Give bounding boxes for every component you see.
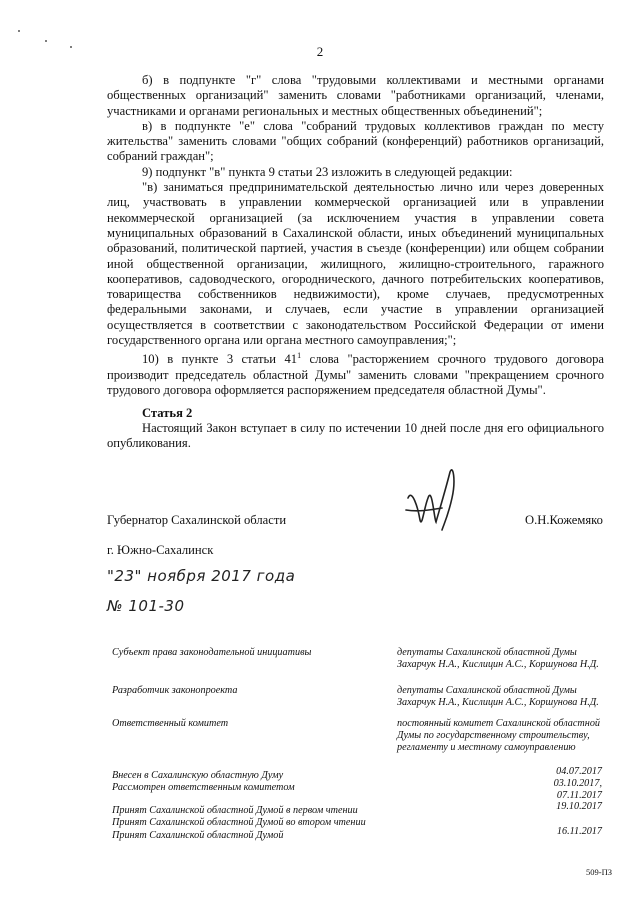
stage-date-adopted: 16.11.2017 <box>556 826 602 837</box>
registry-value-committee: постоянный комитет Сахалинской областной Думы по государственному строительству, регламенту и местному самоуправлению <box>397 718 601 753</box>
scan-speck <box>45 40 47 42</box>
article-2-title: Статья 2 <box>142 406 193 420</box>
stage-label-submitted: Внесен в Сахалинскую областную Думу <box>112 770 284 781</box>
stage-label-committee: Рассмотрен ответственным комитетом <box>112 782 295 793</box>
registry-label-initiative: Субъект права законодательной инициативы <box>112 647 312 658</box>
amendments-text <box>107 73 604 398</box>
handwritten-date: "23" ноября 2017 года <box>107 567 296 585</box>
document-code: 509-ПЗ <box>586 867 612 877</box>
paragraph-quote-v: "в) заниматься предпринимательской деятельностью лично или через доверенных лиц, участвовать в управлении коммерческой организацией или в управлении некоммерческой организацией (за исключением участия в управлении совета муниципальных образований в Сахалинской области, иных объединений муниципальных образований, политической партией, участия в съезде (конференции) или общем собрании иной общественной организации, жилищного, жилищно-строительного, гаражного кооперативов, садоводческого, огороднического, дачного потребительских кооперативов, товарищества собственников недвижимости), кроме случаев, предусмотренных федеральными законами, и случаев, если участие в управлении организацией осуществляется в соответствии с законодательством Российской Федерации от имени государственного органа или органа местного самоуправления;"; <box>107 180 604 348</box>
registry-value-developer: депутаты Сахалинской областной Думы Захарчук Н.А., Кислицин А.С., Коршунова Н.Д. <box>397 685 599 708</box>
registry-value-initiative: депутаты Сахалинской областной Думы Захарчук Н.А., Кислицин А.С., Коршунова Н.Д. <box>397 647 599 670</box>
paragraph-b: б) в подпункте "г" слова "трудовыми коллективами и местными органами общественных организаций" заменить словами "работниками организаций, членами, участниками и органами региональных и местных общественных объединений"; <box>107 73 604 118</box>
paragraph-10-end: слова "расторжением срочного трудового договора производит председатель областной Думы" заменить словами "прекращением срочного трудового договора оформляется распоряжением председателя областной Думы". <box>107 352 604 398</box>
stage-label-adopted: Принят Сахалинской областной Думой <box>112 830 284 841</box>
registry-label-developer: Разработчик законопроекта <box>112 685 238 696</box>
stage-label-second-reading: Принят Сахалинской областной Думой во втором чтении <box>112 817 366 828</box>
governor-name: О.Н.Кожемяко <box>525 513 603 527</box>
stage-date-committee-2: 07.11.2017 <box>556 790 602 801</box>
registry-label-committee: Ответственный комитет <box>112 718 229 729</box>
scan-speck <box>18 30 20 32</box>
paragraph-10-sup: 1 <box>297 351 302 361</box>
governor-signature <box>398 458 478 538</box>
handwritten-number: № 101-30 <box>107 597 185 615</box>
governor-label: Губернатор Сахалинской области <box>107 513 287 527</box>
paragraph-10-start: 10) в пункте 3 статьи 41 <box>142 352 298 367</box>
stage-date-committee-1: 03.10.2017, <box>553 778 602 789</box>
article-2-text: Настоящий Закон вступает в силу по истечении 10 дней после дня его официального опубликования. <box>107 421 604 451</box>
paragraph-v: в) в подпункте "е" слова "собраний трудовых коллективов граждан по месту жительства" заменить словами "общих собраний (конференций) работников организаций, собраний граждан"; <box>107 118 604 164</box>
stage-date-submitted: 04.07.2017 <box>556 766 602 777</box>
paragraph-10 <box>107 348 604 398</box>
paragraph-9: 9) подпункт "в" пункта 9 статьи 23 изложить в следующей редакции: <box>142 164 513 179</box>
stage-date-first-reading: 19.10.2017 <box>556 801 602 812</box>
stage-label-first-reading: Принят Сахалинской областной Думой в первом чтении <box>112 805 358 816</box>
page-number: 2 <box>316 44 324 59</box>
city: г. Южно-Сахалинск <box>107 543 214 557</box>
